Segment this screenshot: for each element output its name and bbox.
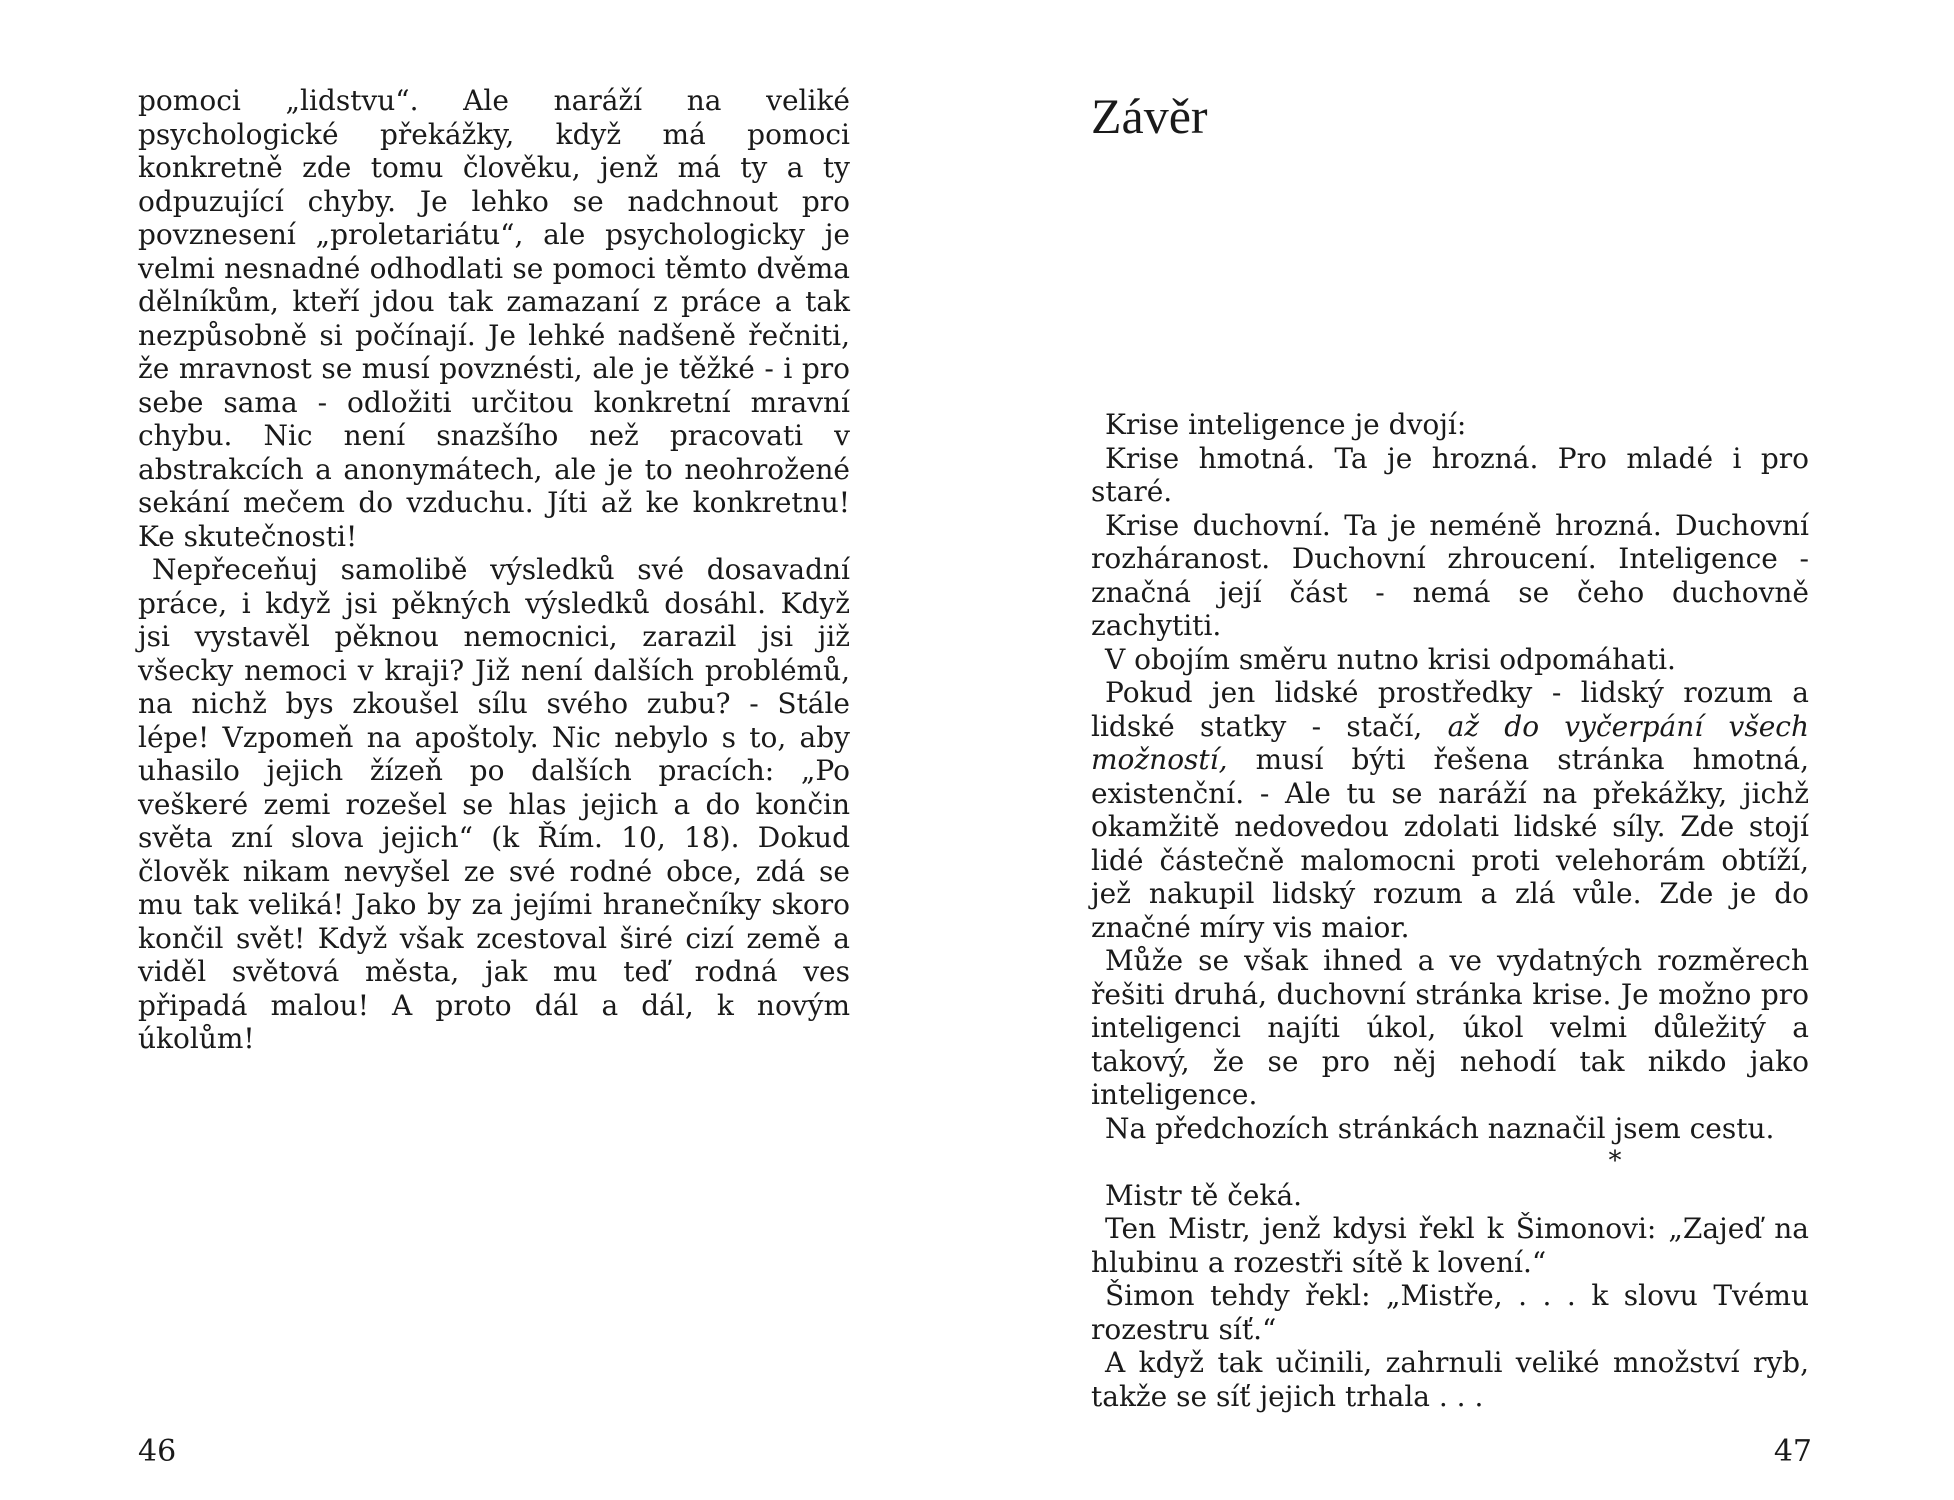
paragraph: Krise inteligence je dvojí: <box>1105 408 1467 441</box>
paragraph-with-emphasis <box>1091 676 1809 944</box>
paragraph: A když tak učinili, zahrnuli veliké množství ryb, takže se síť jejich trhala . . . <box>1091 1346 1809 1413</box>
right-page <box>977 0 1954 1500</box>
paragraph: pomoci „lidstvu“. Ale naráží na veliké psychologické překážky, když má pomoci konkretně zde tomu člověku, jenž má ty a ty odpuzující chyby. Je lehko se nadchnout pro povznesení „proletariátu“, ale psychologicky je velmi nesnadné odhodlati se pomoci těmto dvěma dělníkům, kteří jdou tak zamazaní z práce a tak nezpůsobně si počínají. Je lehké nadšeně řečniti, že mravnost se musí povznésti, ale je těžké - i pro sebe sama - odložiti určitou konkretní mravní chybu. Nic není snazšího než pracovati v abstrakcích a anonymátech, ale je to neohrožené sekání mečem do vzduchu. Jíti až ke konkretnu! Ke skutečnosti! <box>138 84 850 553</box>
paragraph: Mistr tě čeká. <box>1105 1178 1303 1212</box>
paragraph: V obojím směru nutno krisi odpomáhati. <box>1105 642 1676 676</box>
paragraph: Krise hmotná. Ta je hrozná. Pro mladé i pro staré. <box>1091 441 1809 508</box>
right-page-text <box>1091 408 1809 1413</box>
paragraph: Může se však ihned a ve vydatných rozměrech řešiti druhá, duchovní stránka krise. Je možno pro inteligenci najíti úkol, úkol velmi důležitý a takový, že se pro něj nehodí tak nikdo jako inteligence. <box>1091 944 1809 1111</box>
page-number: 47 <box>1773 1434 1812 1469</box>
chapter-title: Závěr <box>1091 88 1208 144</box>
paragraph: Nepřeceňuj samolibě výsledků své dosavadní práce, i když jsi pěkných výsledků dosáhl. Když jsi vystavěl pěknou nemocnici, zarazil jsi již všecky nemoci v kraji? Již není dalších problémů, na nichž bys zkoušel sílu svého zubu? - Stále lépe! Vzpomeň na apoštoly. Nic nebylo s to, aby uhasilo jejich žízeň po dalších pracích: „Po veškeré zemi rozešel se hlas jejich a do končin světa zní slova jejich“ (k Řím. 10, 18). Dokud člověk nikam nevyšel ze své rodné obce, zdá se mu tak veliká! Jako by za jejími hranečníky skoro končil svět! Když však zcestoval širé cizí země a viděl světová města, jak mu teď rodná ves připadá malou! A proto dál a dál, k novým úkolům! <box>138 553 850 1055</box>
page-number: 46 <box>138 1434 177 1469</box>
text-run: Pokud jen lidské prostředky - lidský rozum a lidské statky - stačí, <box>1091 676 1809 743</box>
paragraph: Krise duchovní. Ta je neméně hrozná. Duchovní rozháranost. Duchovní zhroucení. Inteligence - značná její část - nemá se čeho duchovně zachytiti. <box>1091 508 1809 642</box>
emphasized-text: až do vyčerpání všech možností, <box>1091 709 1810 776</box>
paragraph: Ten Mistr, jenž kdysi řekl k Šimonovi: „Zajeď na hlubinu a rozestři sítě k lovení.“ <box>1091 1212 1809 1279</box>
paragraph: Na předchozích stránkách naznačil jsem cestu. <box>1105 1111 1775 1145</box>
section-separator: * <box>1608 1146 1622 1176</box>
paragraph: Šimon tehdy řekl: „Mistře, . . . k slovu Tvému rozestru síť.“ <box>1091 1279 1809 1346</box>
text-run: musí býti řešena stránka hmotná, existenční. - Ale tu se naráží na překážky, jichž okamžitě nedovedou zdolati lidské síly. Zde stojí lidé částečně malomocni proti velehorám obtíží, jež nakupil lidský rozum a zlá vůle. Zde je do značné míry vis maior. <box>1091 743 1809 944</box>
left-page-text <box>138 84 850 1056</box>
